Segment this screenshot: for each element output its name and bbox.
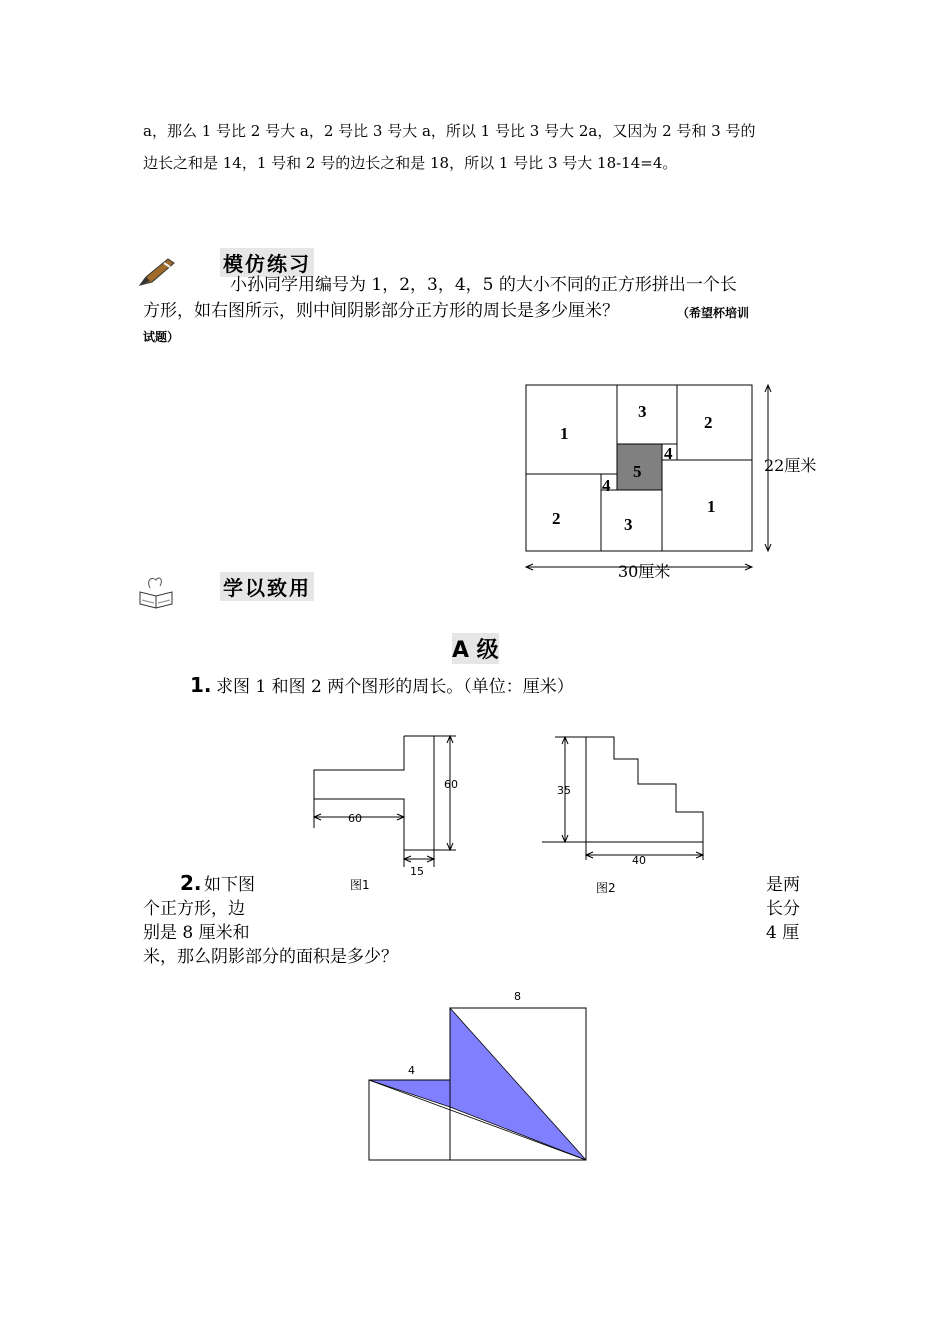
imitate-line-2: 方形，如右图所示，则中间阴影部分正方形的周长是多少厘米？ [143,301,619,321]
q1-number: 1. [190,673,212,697]
label-square-5: 5 [633,462,642,481]
q2-right-3: 4 厘 [766,923,800,943]
imitate-line-1: 小孙同学用编号为 1，2，3，4，5 的大小不同的正方形拼出一个长 [230,275,737,295]
intro-line-2: 边长之和是 14，1 号和 2 号的边长之和是 18，所以 1 号比 3 号大 18-14=4。 [143,154,678,172]
height-label: 22厘米 [764,456,817,475]
label-side-4: 4 [408,1064,415,1077]
book-icon [136,574,176,614]
fig1-caption: 图1 [350,878,370,892]
q2-right-1: 是两 [766,875,800,895]
label-square-1-top: 1 [560,424,569,443]
label-square-2-left: 2 [552,509,561,528]
section-apply-title: 学以致用 [220,572,314,601]
fig2-dim-35: 35 [557,784,571,797]
pen-icon [138,255,178,289]
section-imitate-title: 模仿练习 [220,248,314,277]
label-square-2-right: 2 [704,413,713,432]
width-label: 30厘米 [618,562,671,581]
fig2-caption: 图2 [596,881,616,895]
q1-text: 求图 1 和图 2 两个图形的周长。（单位：厘米） [216,677,574,697]
two-squares-figure [360,985,600,1170]
label-square-3-bottom: 3 [624,515,633,534]
q2-left-3: 别是 8 厘米和 [143,923,250,943]
label-square-4-left: 4 [602,476,611,495]
q2-number: 2. [180,871,202,895]
imitate-source-a: （希望杯培训 [677,306,750,320]
q2-left-2: 个正方形，边 [143,899,245,919]
shaded-triangle-small [369,1080,450,1107]
fig1-dim-60-bottom: 60 [348,812,362,825]
label-square-3-top: 3 [638,402,647,421]
imitate-source-b: 试题） [143,330,180,344]
q2-line-4: 米，那么阴影部分的面积是多少？ [143,947,398,967]
q2-right-2: 长分 [766,899,800,919]
figure-1 [300,725,475,880]
squares-rectangle-figure [520,380,840,590]
fig1-dim-60-side: 60 [444,778,458,791]
label-square-4-right: 4 [664,444,673,463]
intro-line-1: a，那么 1 号比 2 号大 a，2 号比 3 号大 a，所以 1 号比 3 号大 2a，又因为 2 号和 3 号的 [143,122,756,140]
fig1-dim-15: 15 [410,865,424,878]
q2-left-1: 如下图 [204,875,255,895]
level-a-title: A 级 [452,633,499,664]
figure-2 [540,730,720,875]
label-square-1-bottom: 1 [707,497,716,516]
label-side-8: 8 [514,990,521,1003]
fig2-dim-40: 40 [632,854,646,867]
shaded-triangle-large [450,1008,586,1160]
